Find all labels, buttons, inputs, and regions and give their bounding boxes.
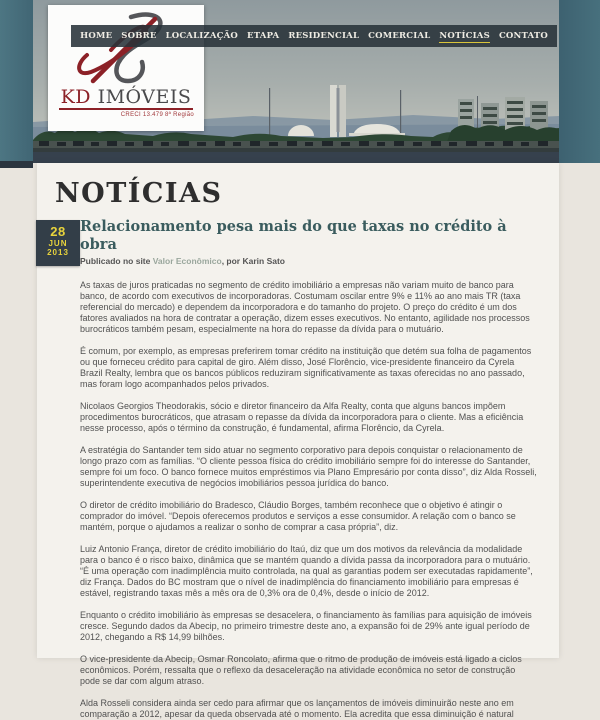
article-paragraph: Nicolaos Georgios Theodorakis, sócio e diretor financeiro da Alfa Realty, conta que alguns bancos impõem procedimentos burocráticos, que atrasam o repasse da dívida da incorporadora para o cliente. Mas a eficiência nesse processo, após o término da construção, é fundamental, afirma Florêncio, da Cyrela. xyxy=(80,401,524,433)
header-photo-base-strip xyxy=(33,152,559,163)
article-paragraph: Luiz Antonio França, diretor de crédito imobiliário do Itaú, diz que um dos motivos da relevância da modalidade para o banco é o risco baixo, dinâmica que se mantém quando a dívida passa da incorporadora para o mutuário. “É uma operação com inadimplência muito controlada, na qual as garantias podem ser executadas rapidamente”, diz França. Dados do BC mostram que o nível de inadimplência do financiamento imobiliário para empresas é estável, registrando taxas mês a mês ora de 0,3% ora de 0,4%, desde o início de 2012. xyxy=(80,544,533,598)
nav-item-contato[interactable]: CONTATO xyxy=(498,31,548,41)
content-column xyxy=(37,163,559,719)
brand-name xyxy=(59,87,194,110)
article-inner xyxy=(80,218,540,720)
nav-item-noticias[interactable]: NOTÍCIAS xyxy=(439,30,490,41)
nav-item-sobre[interactable]: SOBRE xyxy=(121,31,157,41)
main-nav xyxy=(71,25,557,47)
byline-suffix: , por Karin Sato xyxy=(221,256,285,266)
brand-initials: KD xyxy=(60,86,92,108)
header-left-shadow xyxy=(0,161,33,168)
nav-item-comercial[interactable]: COMERCIAL xyxy=(368,31,431,41)
kd-monogram-icon xyxy=(71,11,181,87)
article-paragraph: O vice-presidente da Abecip, Osmar Roncolato, afirma que o ritmo de produção de imóveis está ligado a ciclos econômicos. Porém, ressalta que o reflexo da desaceleração na atividade econômica no setor de construção pode se dar com algum atraso. xyxy=(80,654,522,686)
site-header xyxy=(0,0,600,163)
date-year: 2013 xyxy=(47,248,69,257)
nav-item-localizacao[interactable]: LOCALIZAÇÃO xyxy=(165,31,239,41)
date-month: JUN xyxy=(48,239,68,248)
source-link[interactable]: Valor Econômico xyxy=(152,256,222,266)
article-paragraph: A estratégia do Santander tem sido atuar no segmento corporativo para depois conquistar o relacionamento de longo prazo com as famílias. “O cliente pessoa física do crédito imobiliário sempre foi do interesse do Santander, sempre foi um foco. O banco fornece muitos empréstimos via Plano Empresário por conta disso”, diz Alda Rosseli, superintendente executiva de negócios imobiliários pessoa jurídica do banco. xyxy=(80,445,537,488)
nav-item-home[interactable]: HOME xyxy=(80,31,113,41)
news-article xyxy=(37,218,559,720)
article-body xyxy=(80,280,537,720)
brand-logo[interactable] xyxy=(48,5,204,131)
page-title: NOTÍCIAS xyxy=(55,178,223,209)
brand-creci: CRECI 13.479 8ª Região xyxy=(120,112,194,118)
nav-item-residencial[interactable]: RESIDENCIAL xyxy=(288,31,360,41)
byline-prefix: Publicado no site xyxy=(80,256,153,266)
article-paragraph: O diretor de crédito imobiliário do Bradesco, Cláudio Borges, também reconhece que o objetivo é atingir o comprador do imóvel. “Depois oferecemos produtos e serviços a esse consumidor. A relação com o banco se mantém, porque o ajudamos a realizar o sonho de comprar a casa própria”, diz. xyxy=(80,500,516,532)
article-byline xyxy=(80,256,540,266)
article-paragraph: É comum, por exemplo, as empresas preferirem tomar crédito na instituição que detém sua folha de pagamentos ou que forneceu crédito para capital de giro. Além disso, José Florêncio, vice-presidente financeiro da Cyrela Brazil Realty, lembra que os bancos públicos reduziram significativamente as taxas oferecidas no ano passado, mas foram logo acompanhados pelos privados. xyxy=(80,346,532,389)
article-paragraph: Enquanto o crédito imobiliário às empresas se desacelera, o financiamento às famílias para aquisição de imóveis cresce. Segundo dados da Abecip, no primeiro trimestre deste ano, a expansão foi de 29% ante igual período de 2012, chegando a R$ 14,99 bilhões. xyxy=(80,610,532,642)
article-paragraph: As taxas de juros praticadas no segmento de crédito imobiliário a empresas não variam muito de banco para banco, de acordo com executivos de incorporadoras. Costumam oscilar entre 9% e 11% ao ano mais TR (taxa referencial do mercado) e dependem da incorporadora e do tamanho do projeto. O preço do crédito é um dos fatores avaliados na hora de contratar a operação, dizem esses executivos. No entanto, agilidade nos processos burocráticos também pesam, especialmente na hora do repasse da dívida para o mutuário. xyxy=(80,280,530,334)
date-day: 28 xyxy=(50,224,66,239)
brand-word: IMÓVEIS xyxy=(97,86,192,108)
date-badge xyxy=(36,220,80,266)
article-paragraph: Alda Rosseli considera ainda ser cedo para afirmar que os lançamentos de imóveis diminuirão neste ano em comparação a 2012, apesar da queda observada até o momento. Ela acredita que essa diminuição é natural xyxy=(80,698,514,719)
nav-item-etapa[interactable]: ETAPA xyxy=(247,31,280,41)
article-title: Relacionamento pesa mais do que taxas no crédito à obra xyxy=(80,218,507,253)
